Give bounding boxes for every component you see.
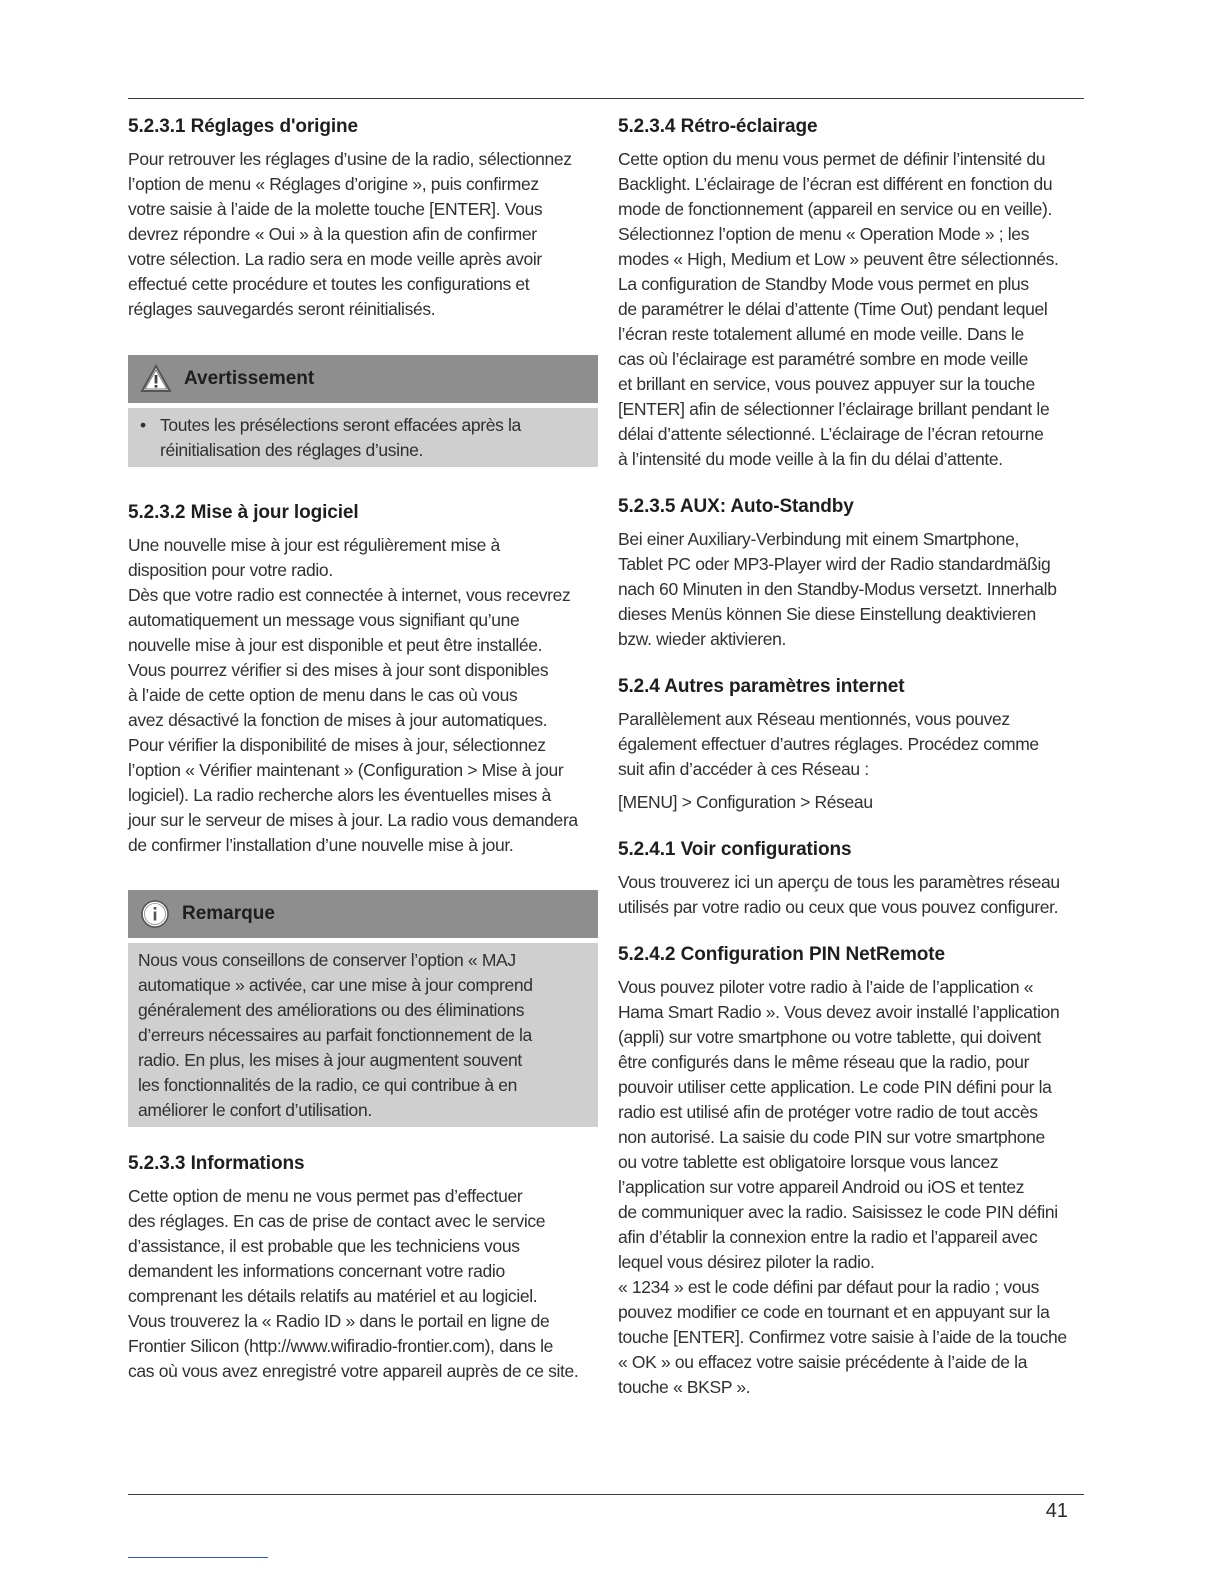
text-line: Vous pourrez vérifier si des mises à jour sont disponibles <box>128 660 549 680</box>
text-line: jour sur le serveur de mises à jour. La radio vous demandera <box>128 810 578 830</box>
text-line: [ENTER] afin de sélectionner l’éclairage brillant pendant le <box>618 399 1050 419</box>
text-line: d’erreurs nécessaires au parfait fonctionnement de la <box>138 1025 532 1045</box>
section-5-2-3-4-body <box>618 147 1088 472</box>
heading-5-2-3-3: 5.2.3.3 Informations <box>128 1153 305 1174</box>
section-5-2-3-3-body <box>128 1184 598 1384</box>
text-line: radio. En plus, les mises à jour augmentent souvent <box>138 1050 522 1070</box>
section-5-2-4-1-body <box>618 870 1088 920</box>
text-line: (appli) sur votre smartphone ou votre tablette, qui doivent <box>618 1027 1041 1047</box>
text-line: généralement des améliorations ou des éliminations <box>138 1000 525 1020</box>
text-line: votre sélection. La radio sera en mode veille après avoir <box>128 249 542 269</box>
text-line: suit afin d’accéder à ces Réseau : <box>618 759 869 779</box>
text-line: Vous trouverez la « Radio ID » dans le portail en ligne de <box>128 1311 550 1331</box>
text-line: afin d’établir la connexion entre la radio et l’appareil avec <box>618 1227 1038 1247</box>
section-5-2-4-2-body <box>618 975 1088 1400</box>
section-5-2-3-5-body <box>618 527 1088 652</box>
footer-link-underline <box>128 1557 268 1558</box>
text-line: effectué cette procédure et toutes les configurations et <box>128 274 530 294</box>
text-line: nach 60 Minuten in den Standby-Modus versetzt. Innerhalb <box>618 579 1057 599</box>
right-column <box>618 114 1088 1400</box>
text-line: délai d’attente sélectionné. L’éclairage de l’écran retourne <box>618 424 1044 444</box>
bullet-dot: • <box>140 415 146 435</box>
menu-path-line: [MENU] > Configuration > Réseau <box>618 792 873 812</box>
text-line: également effectuer d’autres réglages. Procédez comme <box>618 734 1039 754</box>
text-line: Parallèlement aux Réseau mentionnés, vous pouvez <box>618 709 1010 729</box>
text-line: mode de fonctionnement (appareil en service ou en veille). <box>618 199 1052 219</box>
section-5-2-3-2-body <box>128 533 598 858</box>
text-line: radio est utilisé afin de protéger votre radio de tout accès <box>618 1102 1038 1122</box>
warning-triangle-icon <box>140 364 172 394</box>
text-line: dieses Menüs können Sie diese Einstellung deaktivieren <box>618 604 1036 624</box>
bottom-rule <box>128 1494 1084 1495</box>
text-line: votre saisie à l’aide de la molette touche [ENTER]. Vous <box>128 199 543 219</box>
note-title: Remarque <box>182 903 275 924</box>
heading-5-2-4-1: 5.2.4.1 Voir configurations <box>618 839 852 860</box>
text-line: cas où vous avez enregistré votre appareil auprès de ce site. <box>128 1361 579 1381</box>
text-line: l’option de menu « Réglages d’origine », puis confirmez <box>128 174 539 194</box>
text-line: modes « High, Medium et Low » peuvent être sélectionnés. <box>618 249 1059 269</box>
text-line: logiciel). La radio recherche alors les éventuelles mises à <box>128 785 551 805</box>
text-line: Tablet PC oder MP3-Player wird der Radio standardmäßig <box>618 554 1051 574</box>
text-line: pouvoir utiliser cette application. Le code PIN défini pour la <box>618 1077 1052 1097</box>
text-line: comprenant les détails relatifs au matériel et au logiciel. <box>128 1286 538 1306</box>
text-line: de communiquer avec la radio. Saisissez le code PIN défini <box>618 1202 1058 1222</box>
text-line: automatique » activée, car une mise à jour comprend <box>138 975 533 995</box>
text-line: Frontier Silicon (http://www.wifiradio-frontier.com), dans le <box>128 1336 554 1356</box>
text-line: Pour vérifier la disponibilité de mises à jour, sélectionnez <box>128 735 546 755</box>
text-line: Dès que votre radio est connectée à internet, vous recevrez <box>128 585 571 605</box>
text-line: bzw. wieder aktivieren. <box>618 629 787 649</box>
section-5-2-3-1-body <box>128 147 598 322</box>
warning-box-header <box>128 355 598 403</box>
heading-5-2-3-2: 5.2.3.2 Mise à jour logiciel <box>128 502 359 523</box>
text-line: Une nouvelle mise à jour est régulièrement mise à <box>128 535 500 555</box>
text-line: « OK » ou effacez votre saisie précédente à l’aide de la <box>618 1352 1028 1372</box>
text-line: automatiquement un message vous signifiant qu’une <box>128 610 520 630</box>
text-line: de confirmer l’installation d’une nouvelle mise à jour. <box>128 835 514 855</box>
text-line: Vous trouverez ici un aperçu de tous les paramètres réseau <box>618 872 1060 892</box>
text-line: réglages sauvegardés seront réinitialisés. <box>128 299 436 319</box>
text-line: devrez répondre « Oui » à la question afin de confirmer <box>128 224 537 244</box>
heading-5-2-4-2: 5.2.4.2 Configuration PIN NetRemote <box>618 944 945 965</box>
text-line: non autorisé. La saisie du code PIN sur votre smartphone <box>618 1127 1045 1147</box>
text-line: Nous vous conseillons de conserver l’option « MAJ <box>138 950 516 970</box>
text-line: réinitialisation des réglages d’usine. <box>160 440 423 460</box>
text-line: l’application sur votre appareil Android ou iOS et tentez <box>618 1177 1025 1197</box>
text-line: à l’intensité du mode veille à la fin du délai d’attente. <box>618 449 1003 469</box>
text-line: disposition pour votre radio. <box>128 560 333 580</box>
text-line: Sélectionnez l’option de menu « Operation Mode » ; les <box>618 224 1030 244</box>
text-line: avez désactivé la fonction de mises à jour automatiques. <box>128 710 548 730</box>
text-line: à l’aide de cette option de menu dans le cas où vous <box>128 685 518 705</box>
page-number: 41 <box>1045 1500 1068 1522</box>
heading-5-2-4: 5.2.4 Autres paramètres internet <box>618 676 905 697</box>
text-line: être configurés dans le même réseau que la radio, pour <box>618 1052 1030 1072</box>
text-line: l’écran reste totalement allumé en mode veille. Dans le <box>618 324 1024 344</box>
text-line: Cette option du menu vous permet de définir l’intensité du <box>618 149 1046 169</box>
text-line: améliorer le confort d’utilisation. <box>138 1100 372 1120</box>
text-line: Backlight. L’éclairage de l’écran est différent en fonction du <box>618 174 1053 194</box>
text-line: Pour retrouver les réglages d’usine de la radio, sélectionnez <box>128 149 572 169</box>
warning-box-body <box>128 408 598 467</box>
text-line: Vous pouvez piloter votre radio à l’aide de l’application « <box>618 977 1034 997</box>
info-circle-icon <box>140 899 170 929</box>
text-line: touche [ENTER]. Confirmez votre saisie à l’aide de la touche <box>618 1327 1067 1347</box>
text-line: d’assistance, il est probable que les techniciens vous <box>128 1236 520 1256</box>
warning-title: Avertissement <box>184 368 315 389</box>
text-line: pouvez modifier ce code en tournant et en appuyant sur la <box>618 1302 1050 1322</box>
text-line: lequel vous désirez piloter la radio. <box>618 1252 875 1272</box>
text-line: des réglages. En cas de prise de contact avec le service <box>128 1211 546 1231</box>
text-line: Cette option de menu ne vous permet pas d’effectuer <box>128 1186 523 1206</box>
text-line: l’option « Vérifier maintenant » (Configuration > Mise à jour <box>128 760 564 780</box>
left-column <box>128 114 598 1384</box>
text-line: de paramétrer le délai d’attente (Time Out) pendant lequel <box>618 299 1048 319</box>
text-line: cas où l’éclairage est paramétré sombre en mode veille <box>618 349 1029 369</box>
text-line: utilisés par votre radio ou ceux que vous pouvez configurer. <box>618 897 1059 917</box>
text-line: Hama Smart Radio ». Vous devez avoir installé l’application <box>618 1002 1060 1022</box>
text-line: demandent les informations concernant votre radio <box>128 1261 505 1281</box>
text-line: La configuration de Standby Mode vous permet en plus <box>618 274 1029 294</box>
section-5-2-4-body <box>618 707 1088 815</box>
heading-5-2-3-1: 5.2.3.1 Réglages d'origine <box>128 116 359 137</box>
heading-5-2-3-5: 5.2.3.5 AUX: Auto-Standby <box>618 496 854 517</box>
note-box-header <box>128 890 598 938</box>
note-box-body <box>128 943 598 1127</box>
text-line: touche « BKSP ». <box>618 1377 751 1397</box>
text-line: nouvelle mise à jour est disponible et peut être installée. <box>128 635 543 655</box>
text-line: « 1234 » est le code défini par défaut pour la radio ; vous <box>618 1277 1040 1297</box>
text-line: ou votre tablette est obligatoire lorsque vous lancez <box>618 1152 999 1172</box>
heading-5-2-3-4: 5.2.3.4 Rétro-éclairage <box>618 116 818 137</box>
text-line: Bei einer Auxiliary-Verbindung mit einem Smartphone, <box>618 529 1020 549</box>
text-line: Toutes les présélections seront effacées après la <box>160 415 521 435</box>
warning-bullet-item <box>138 413 588 463</box>
text-line: les fonctionnalités de la radio, ce qui contribue à en <box>138 1075 517 1095</box>
text-line: et brillant en service, vous pouvez appuyer sur la touche <box>618 374 1035 394</box>
top-rule <box>128 98 1084 99</box>
